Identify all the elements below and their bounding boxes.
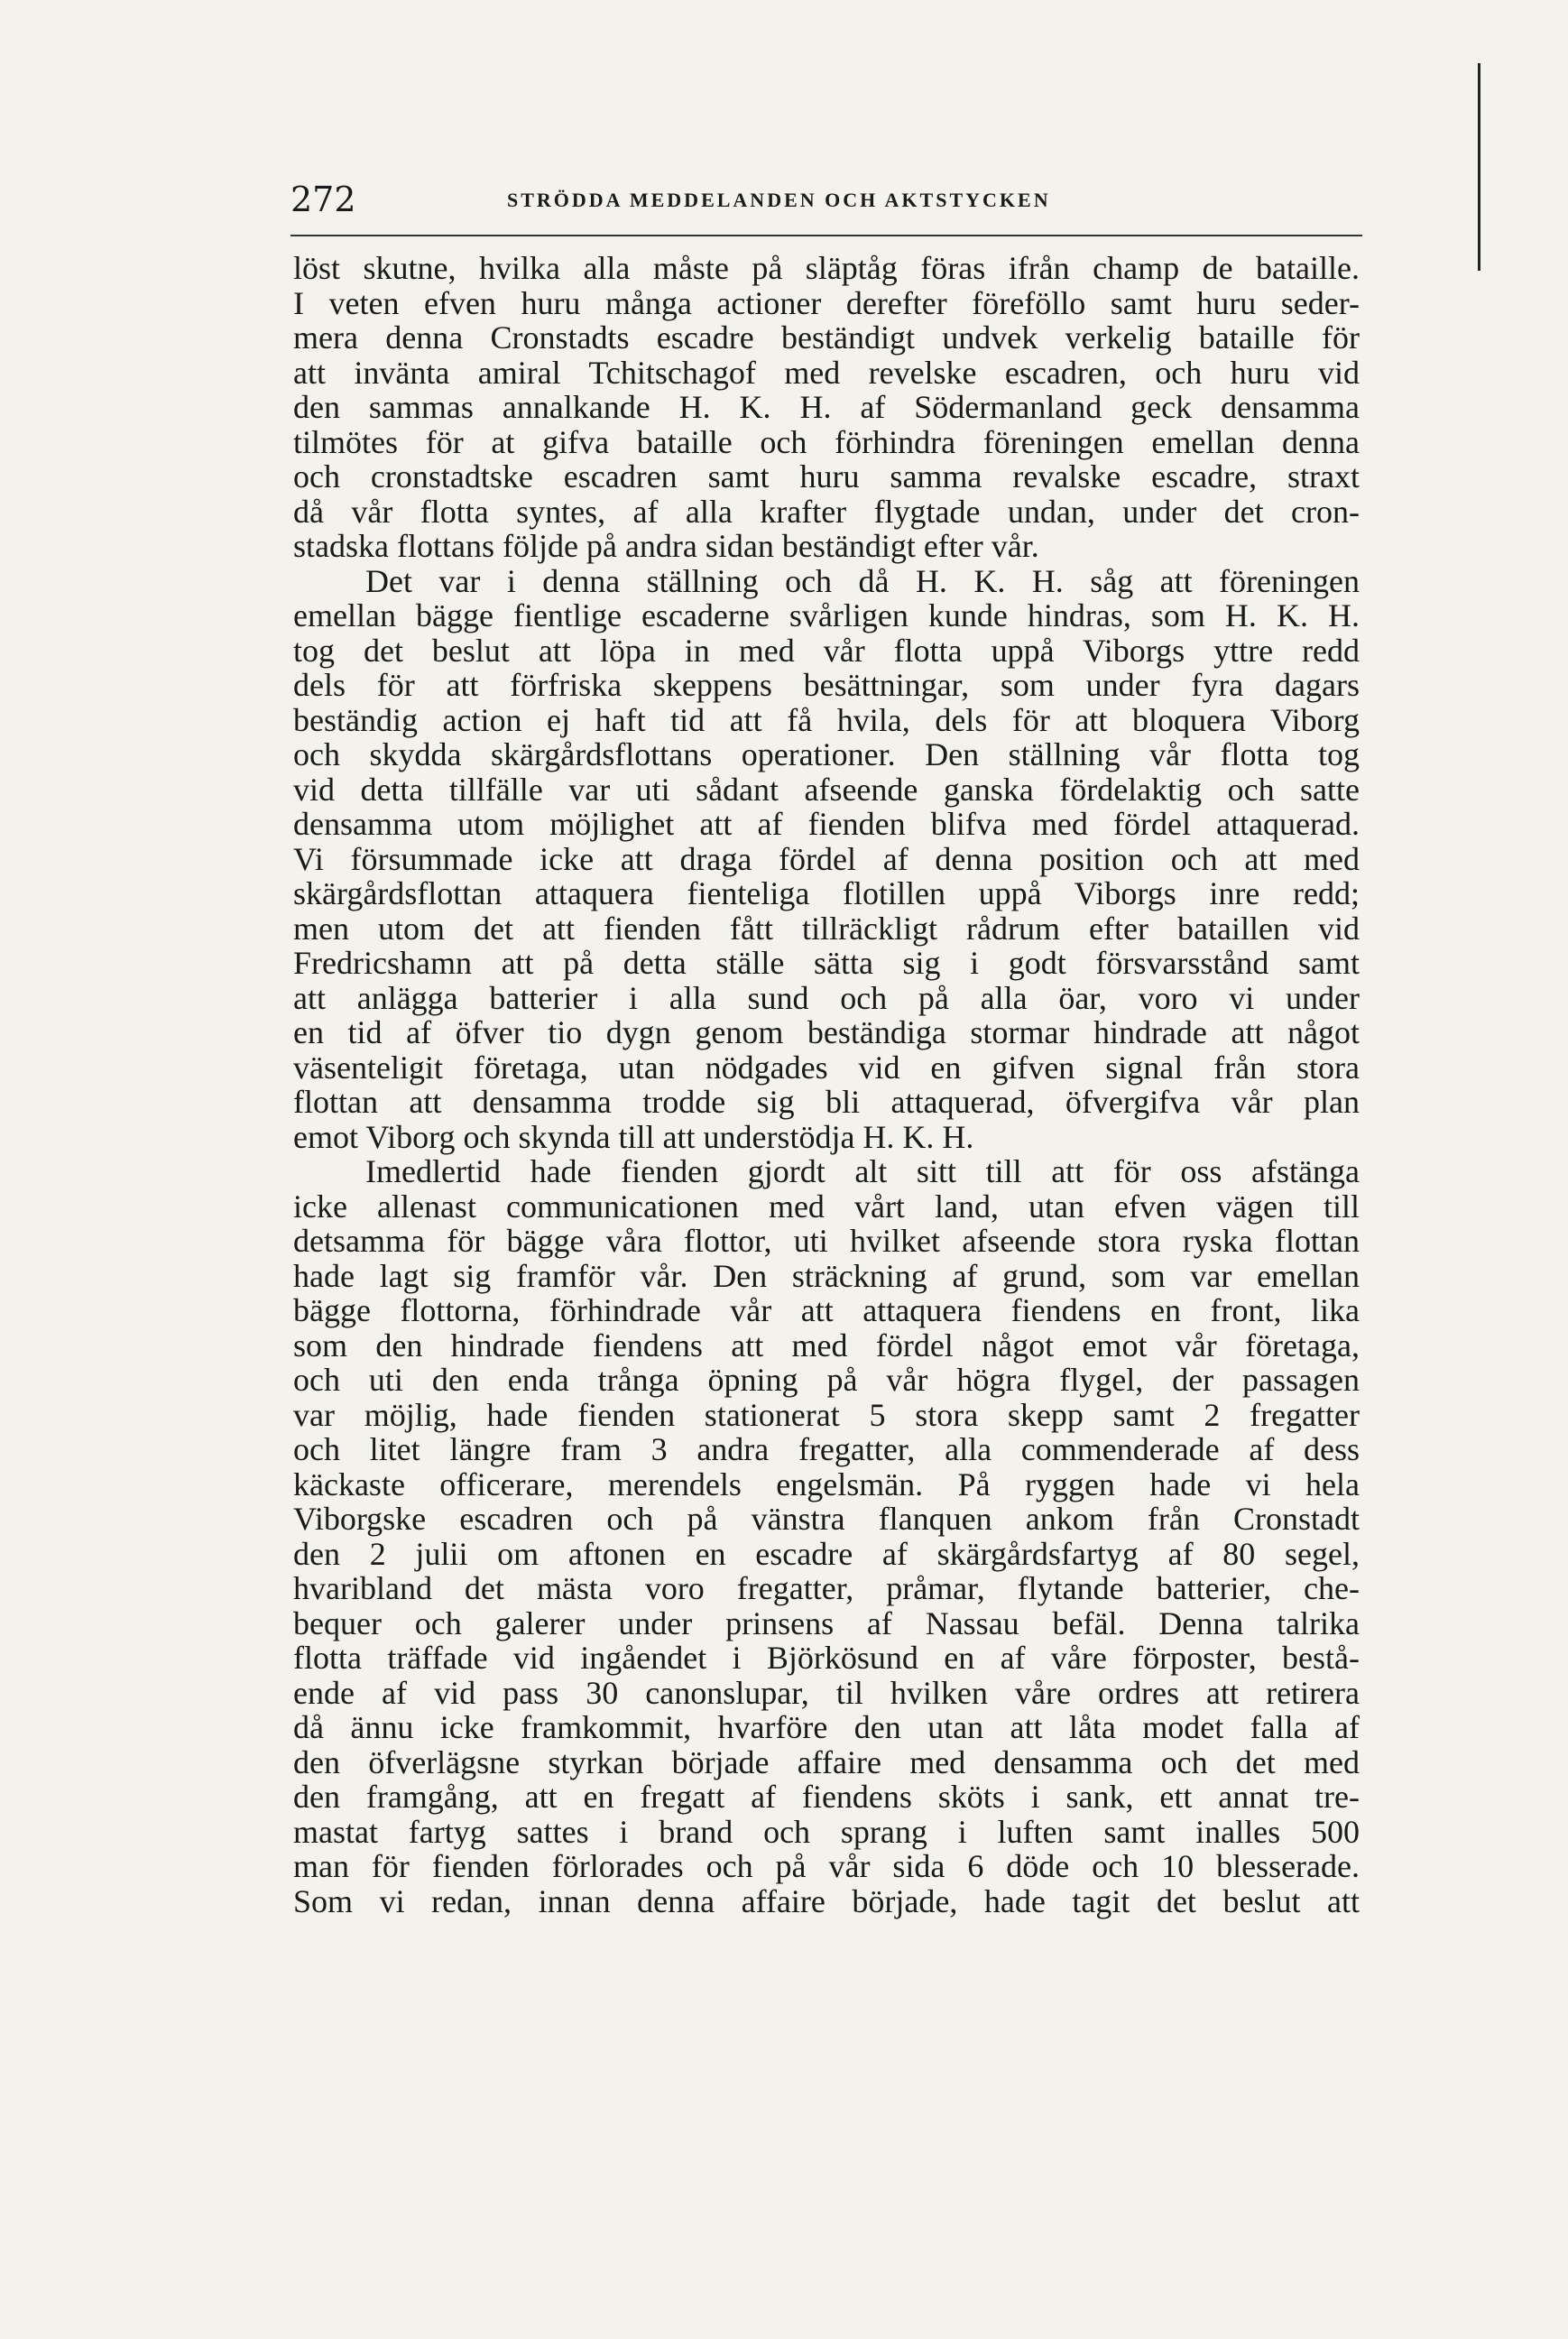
header-rule [291,235,1362,236]
running-head: STRÖDDA MEDDELANDEN OCH AKTSTYCKEN [507,189,1051,211]
text-line: löst skutne, hvilka alla måste på släptåg föras ifrån champ de bataille. [293,250,1360,286]
text-line: och uti den enda trånga öpning på vår högra flygel, der passagen [293,1362,1360,1398]
text-line: dels för att förfriska skeppens besättningar, som under fyra dagars [293,667,1360,703]
text-line: den sammas annalkande H. K. H. af Södermanland geck densamma [293,389,1360,425]
text-line: vid detta tillfälle var uti sådant afseende ganska fördelaktig och satte [293,771,1360,808]
text-line: tog det beslut att löpa in med vår flotta uppå Viborgs yttre redd [293,632,1360,669]
text-line: den framgång, att en fregatt af fiendens sköts i sank, ett annat tre- [293,1779,1360,1815]
text-line: densamma utom möjlighet att af fienden blifva med fördel attaquerad. [293,806,1360,842]
text-line: ende af vid pass 30 canonslupar, til hvilken våre ordres att retirera [293,1674,1360,1711]
text-line: Det var i denna ställning och då H. K. H. såg att föreningen [365,562,1360,599]
text-line: mastat fartyg sattes i brand och sprang i luften samt inalles 500 [293,1813,1360,1850]
text-line: var möjlig, hade fienden stationerat 5 stora skepp samt 2 fregatter [293,1396,1360,1433]
text-line: väsenteligit företaga, utan nödgades vid en gifven signal från stora [293,1049,1360,1086]
text-line: emot Viborg och skynda till att understödja H. K. H. [293,1118,974,1155]
text-line: den öfverlägsne styrkan började affaire med densamma och det med [293,1743,1360,1780]
text-line: att invänta amiral Tchitschagof med revelske escadren, och huru vid [293,354,1360,391]
text-line: bägge flottorna, förhindrade vår att attaquera fiendens en front, lika [293,1292,1360,1328]
text-line: hade lagt sig framför vår. Den sträckning af grund, som var emellan [293,1257,1360,1294]
text-line: då vår flotta syntes, af alla krafter flygtade undan, under det cron- [293,493,1360,530]
text-line: hvaribland det mästa voro fregatter, pråmar, flytande batterier, che- [293,1570,1360,1606]
text-line: den 2 julii om aftonen en escadre af skärgårdsfartyg af 80 segel, [293,1535,1360,1572]
body-text [293,251,1360,1918]
text-line: emellan bägge fientlige escaderne svårligen kunde hindras, som H. K. H. [293,597,1360,633]
text-line: Vi försummade icke att draga fördel af denna position och att med [293,840,1360,877]
text-line: detsamma för bägge våra flottor, uti hvilket afseende stora ryska flottan [293,1223,1360,1259]
page-number: 272 [291,180,356,219]
text-line: men utom det att fienden fått tillräckligt rådrum efter bataillen vid [293,910,1360,947]
text-line: stadska flottans följde på andra sidan beständigt efter vår. [293,528,1039,564]
text-line: som den hindrade fiendens att med fördel något emot vår företaga, [293,1327,1360,1364]
text-line: flotta träffade vid ingåendet i Björkösund en af våre förposter, bestå- [293,1640,1360,1676]
text-line: Viborgske escadren och på vänstra flanquen ankom från Cronstadt [293,1501,1360,1537]
text-line: Fredricshamn att på detta ställe sätta sig i godt försvarsstånd samt [293,945,1360,981]
text-line: en tid af öfver tio dygn genom beständiga stormar hindrade att något [293,1014,1360,1050]
text-line: bequer och galerer under prinsens af Nassau befäl. Denna talrika [293,1604,1360,1641]
text-line: I veten efven huru många actioner derefter föreföllo samt huru seder- [293,284,1360,321]
text-line: Imedlertid hade fienden gjordt alt sitt till att för oss afstänga [365,1153,1360,1189]
text-line: och skydda skärgårdsflottans operationer. Den ställning vår flotta tog [293,736,1360,772]
text-line: mera denna Cronstadts escadre beständigt undvek verkelig bataille för [293,319,1360,356]
text-line: skärgårdsflottan attaquera fienteliga flotillen uppå Viborgs inre redd; [293,875,1360,911]
text-line: och litet längre fram 3 andra fregatter, alla commenderade af dess [293,1431,1360,1467]
text-line: flottan att densamma trodde sig bli attaquerad, öfvergifva vår plan [293,1084,1360,1120]
scan-edge-mark [1478,63,1480,271]
page-header [291,177,1362,231]
text-line: man för fienden förlorades och på vår sida 6 döde och 10 blesserade. [293,1848,1360,1884]
text-line: att anlägga batterier i alla sund och på alla öar, voro vi under [293,979,1360,1016]
text-line: beständig action ej haft tid att få hvila, dels för att bloquera Viborg [293,701,1360,738]
text-line: och cronstadtske escadren samt huru samma revalske escadre, straxt [293,458,1360,495]
text-line: då ännu icke framkommit, hvarföre den utan att låta modet falla af [293,1709,1360,1745]
text-line: icke allenast communicationen med vårt land, utan efven vägen till [293,1188,1360,1225]
text-line: tilmötes för at gifva bataille och förhindra föreningen emellan denna [293,423,1360,460]
text-line: käckaste officerare, merendels engelsmän. På ryggen hade vi hela [293,1465,1360,1502]
text-line: Som vi redan, innan denna affaire började, hade tagit det beslut att [293,1882,1360,1919]
